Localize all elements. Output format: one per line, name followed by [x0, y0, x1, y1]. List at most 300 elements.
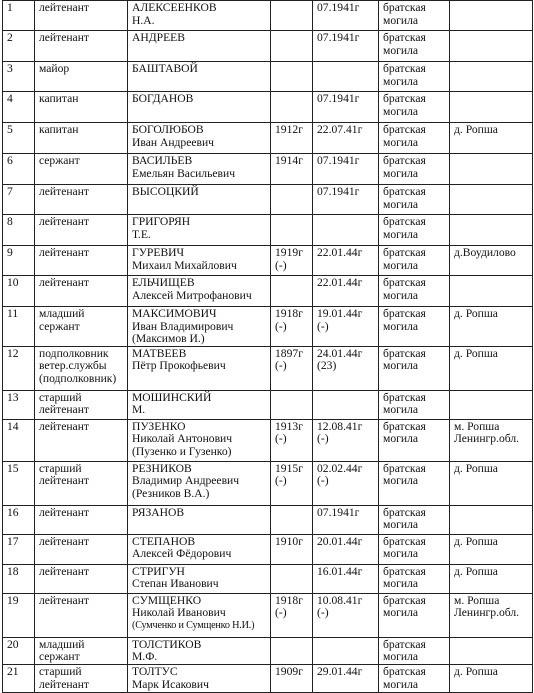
cell-burial-place-line: д. Ропша [454, 664, 498, 678]
cell-number: 11 [3, 307, 35, 347]
cell-burial-place-line: д.Воудилово [454, 246, 516, 259]
cell-burial-type [379, 419, 450, 461]
cell-burial-place-line: м. Ропша [454, 419, 500, 433]
cell-death-date [313, 390, 379, 419]
cell-number: 9 [3, 246, 35, 276]
cell-full-name [128, 637, 271, 664]
cell-full-name-line: (Максимов И.) [132, 332, 205, 346]
table-row [3, 62, 533, 92]
cell-burial-place [450, 246, 533, 276]
cell-burial-type [379, 637, 450, 664]
cell-burial-place-line: м. Ропша [454, 593, 500, 607]
cell-birth-year-line: 1909г [275, 664, 303, 678]
cell-death-date [313, 461, 379, 505]
cell-rank-line: лейтенант [39, 419, 89, 433]
cell-death-date-line: 22.01.44г [317, 276, 363, 289]
cell-birth-year [271, 637, 313, 664]
cell-burial-type-line: могила [383, 135, 419, 149]
cell-burial-type-line: могила [383, 650, 419, 664]
cell-birth-year-line: 1897г [275, 346, 303, 360]
cell-rank-line: капитан [39, 123, 79, 136]
cell-burial-type-line: могила [383, 258, 419, 272]
table-row [3, 390, 533, 419]
cell-number: 2 [3, 31, 35, 62]
table-row [3, 534, 533, 564]
cell-birth-year [271, 1, 313, 31]
cell-full-name-line: Степан Иванович [132, 577, 219, 591]
cell-burial-place-line: Ленингр.обл. [454, 432, 520, 446]
cell-burial-place [450, 62, 533, 92]
cell-birth-year-line: 1912г [275, 123, 303, 136]
cell-number: 17 [3, 534, 35, 564]
cell-number: 21 [3, 664, 35, 692]
cell-death-date [313, 123, 379, 154]
cell-death-date-line: 07.1941г [317, 1, 360, 14]
cell-burial-type [379, 593, 450, 637]
cell-number: 7 [3, 185, 35, 215]
cell-full-name-line: Николай Антонович [132, 432, 233, 446]
cell-burial-type-line: братская [383, 31, 426, 44]
cell-rank-line: старший [39, 664, 82, 678]
cell-birth-year-line: (-) [275, 606, 287, 620]
cell-burial-type-line: могила [383, 319, 419, 333]
table-row [3, 664, 533, 692]
cell-death-date [313, 564, 379, 593]
cell-rank [35, 390, 128, 419]
cell-birth-year [271, 419, 313, 461]
cell-rank [35, 534, 128, 564]
cell-rank-line: лейтенант [39, 474, 89, 488]
cell-full-name-line: (Сумченко и Сумщенко Н.И.) [132, 619, 255, 631]
cell-death-date-line: (-) [317, 606, 329, 620]
cell-full-name [128, 62, 271, 92]
cell-death-date-line: 20.01.44г [317, 534, 363, 548]
cell-burial-type [379, 31, 450, 62]
cell-birth-year [271, 346, 313, 390]
cell-full-name-line: ВЫСОЦКИЙ [132, 185, 199, 198]
cell-death-date [313, 307, 379, 347]
cell-burial-type-line: могила [383, 43, 419, 57]
cell-death-date-line: (-) [317, 319, 329, 333]
cell-burial-type [379, 307, 450, 347]
cell-burial-type [379, 62, 450, 92]
cell-death-date-line: 10.08.41г [317, 593, 363, 607]
cell-burial-type [379, 123, 450, 154]
table-row [3, 307, 533, 347]
cell-birth-year [271, 215, 313, 246]
cell-full-name-line: Пётр Прокофьевич [132, 359, 226, 373]
cell-death-date [313, 62, 379, 92]
cell-rank-line: капитан [39, 92, 79, 105]
cell-burial-type-line: братская [383, 505, 426, 519]
cell-full-name-line: БОГДАНОВ [132, 92, 194, 105]
cell-birth-year [271, 307, 313, 347]
cell-number: 19 [3, 593, 35, 637]
cell-rank [35, 461, 128, 505]
cell-burial-place [450, 664, 533, 692]
cell-burial-type-line: братская [383, 419, 426, 433]
cell-burial-type [379, 564, 450, 593]
cell-rank-line: сержант [39, 650, 80, 664]
cell-burial-place [450, 1, 533, 31]
table-row [3, 215, 533, 246]
table-row [3, 346, 533, 390]
cell-burial-type [379, 92, 450, 123]
cell-burial-place [450, 564, 533, 593]
cell-full-name-line: АНДРЕЕВ [132, 31, 185, 44]
cell-full-name-line: МАКСИМОВИЧ [132, 307, 217, 320]
cell-birth-year-line: (-) [275, 319, 287, 333]
cell-birth-year-line: 1910г [275, 534, 303, 548]
cell-burial-type-line: могила [383, 518, 419, 532]
cell-burial-place [450, 92, 533, 123]
cell-death-date-line: 07.1941г [317, 185, 360, 198]
cell-full-name [128, 461, 271, 505]
cell-full-name [128, 123, 271, 154]
cell-burial-type-line: братская [383, 461, 426, 475]
cell-rank-line: сержант [39, 154, 80, 167]
table-row [3, 505, 533, 534]
cell-burial-type-line: братская [383, 185, 426, 198]
cell-birth-year-line: 1918г [275, 307, 303, 320]
cell-number: 20 [3, 637, 35, 664]
cell-birth-year-line: (-) [275, 359, 287, 373]
cell-burial-place [450, 505, 533, 534]
table-row [3, 276, 533, 307]
table-row [3, 31, 533, 62]
cell-number: 10 [3, 276, 35, 307]
cell-burial-type-line: братская [383, 246, 426, 259]
cell-full-name [128, 276, 271, 307]
table-body [3, 1, 533, 693]
cell-burial-type-line: могила [383, 359, 419, 373]
cell-full-name [128, 564, 271, 593]
cell-burial-type-line: братская [383, 215, 426, 228]
cell-birth-year-line: 1915г [275, 461, 303, 475]
cell-death-date-line: 12.08.41г [317, 419, 363, 433]
cell-death-date [313, 185, 379, 215]
cell-burial-type-line: братская [383, 1, 426, 14]
cell-full-name-line: Н.А. [132, 13, 155, 27]
cell-rank [35, 637, 128, 664]
cell-rank-line: младший [39, 637, 85, 651]
cell-burial-type [379, 534, 450, 564]
cell-rank-line: подполковник [39, 346, 109, 360]
cell-number: 16 [3, 505, 35, 534]
cell-death-date [313, 92, 379, 123]
cell-burial-place-line: д. Ропша [454, 307, 498, 320]
cell-death-date [313, 637, 379, 664]
cell-full-name-line: Марк Исакович [132, 677, 209, 691]
cell-rank-line: лейтенант [39, 593, 89, 607]
cell-death-date-line: 24.01.44г [317, 346, 363, 360]
cell-burial-type-line: братская [383, 664, 426, 678]
cell-rank [35, 505, 128, 534]
cell-burial-type [379, 1, 450, 31]
cell-death-date-line: 07.1941г [317, 92, 360, 105]
cell-burial-type [379, 390, 450, 419]
cell-number: 14 [3, 419, 35, 461]
cell-birth-year [271, 390, 313, 419]
cell-burial-place-line: д. Ропша [454, 534, 498, 548]
cell-death-date [313, 154, 379, 185]
cell-rank [35, 346, 128, 390]
cell-burial-place [450, 123, 533, 154]
cell-burial-type-line: братская [383, 564, 426, 578]
cell-burial-place [450, 346, 533, 390]
cell-death-date [313, 276, 379, 307]
cell-burial-place [450, 637, 533, 664]
cell-birth-year-line: (-) [275, 474, 287, 488]
cell-full-name-line: АЛЕКСЕЕНКОВ [132, 1, 217, 14]
cell-birth-year [271, 31, 313, 62]
cell-burial-type-line: братская [383, 154, 426, 167]
cell-full-name-line: (Резников В.А.) [132, 486, 210, 500]
cell-number: 12 [3, 346, 35, 390]
cell-full-name [128, 154, 271, 185]
cell-full-name-line: Т.Е. [132, 227, 151, 241]
cell-full-name-line: РЯЗАНОВ [132, 505, 185, 519]
cell-birth-year-line: 1913г [275, 419, 303, 433]
cell-full-name-line: Иван Владимирович [132, 319, 234, 333]
cell-death-date [313, 246, 379, 276]
cell-number: 6 [3, 154, 35, 185]
table-row [3, 461, 533, 505]
cell-death-date [313, 419, 379, 461]
cell-number: 13 [3, 390, 35, 419]
cell-full-name [128, 92, 271, 123]
cell-number: 3 [3, 62, 35, 92]
cell-full-name [128, 593, 271, 637]
cell-rank-line: лейтенант [39, 534, 89, 548]
cell-full-name [128, 307, 271, 347]
cell-rank-line: старший [39, 461, 82, 475]
cell-burial-type-line: могила [383, 197, 419, 211]
cell-burial-place-line: Ленингр.обл. [454, 606, 520, 620]
cell-burial-type-line: могила [383, 13, 419, 27]
cell-rank [35, 215, 128, 246]
cell-full-name-line: ВАСИЛЬЕВ [132, 154, 193, 167]
cell-burial-type-line: могила [383, 104, 419, 118]
cell-burial-type-line: братская [383, 62, 426, 75]
cell-burial-type-line: братская [383, 307, 426, 320]
cell-burial-type-line: могила [383, 432, 419, 446]
burial-list-table [2, 0, 533, 693]
cell-death-date-line: 19.01.44г [317, 307, 363, 320]
cell-rank [35, 276, 128, 307]
cell-burial-type-line: братская [383, 92, 426, 105]
cell-rank-line: ветер.службы [39, 359, 107, 373]
cell-full-name-line: ГУРЕВИЧ [132, 246, 185, 259]
cell-birth-year [271, 534, 313, 564]
cell-number: 8 [3, 215, 35, 246]
cell-death-date-line: 02.02.44г [317, 461, 363, 475]
cell-full-name [128, 215, 271, 246]
cell-burial-type-line: могила [383, 606, 419, 620]
cell-rank [35, 123, 128, 154]
cell-rank-line: старший [39, 390, 82, 404]
cell-burial-type-line: братская [383, 593, 426, 607]
cell-rank [35, 185, 128, 215]
cell-full-name-line: ТОЛСТИКОВ [132, 637, 202, 651]
cell-number: 18 [3, 564, 35, 593]
cell-burial-place [450, 419, 533, 461]
cell-full-name [128, 390, 271, 419]
cell-burial-type [379, 154, 450, 185]
table-row [3, 1, 533, 31]
cell-burial-type-line: могила [383, 547, 419, 561]
cell-death-date-line: 07.1941г [317, 505, 360, 519]
cell-burial-type-line: могила [383, 166, 419, 180]
cell-full-name-line: Владимир Андреевич [132, 474, 240, 488]
cell-full-name-line: ЕЛЬЧИЩЕВ [132, 276, 195, 289]
table-row [3, 154, 533, 185]
cell-rank-line: лейтенант [39, 677, 89, 691]
cell-rank [35, 62, 128, 92]
table-row [3, 637, 533, 664]
table-row [3, 185, 533, 215]
cell-full-name-line: (Пузенко и Гузенко) [132, 444, 232, 458]
cell-birth-year-line: 1918г [275, 593, 303, 607]
cell-full-name [128, 534, 271, 564]
cell-full-name-line: МОШИНСКИЙ [132, 390, 212, 404]
cell-rank-line: лейтенант [39, 215, 89, 228]
cell-full-name-line: Николай Иванович [132, 606, 226, 620]
cell-full-name-line: МАТВЕЕВ [132, 346, 187, 360]
cell-burial-type-line: братская [383, 534, 426, 548]
cell-burial-type-line: могила [383, 677, 419, 691]
cell-birth-year [271, 461, 313, 505]
cell-death-date-line: (23) [317, 359, 337, 373]
cell-death-date [313, 664, 379, 692]
cell-full-name [128, 505, 271, 534]
cell-burial-place [450, 390, 533, 419]
cell-burial-place [450, 461, 533, 505]
cell-full-name-line: Алексей Фёдорович [132, 547, 232, 561]
cell-rank [35, 1, 128, 31]
cell-full-name-line: РЕЗНИКОВ [132, 461, 192, 475]
cell-full-name [128, 346, 271, 390]
table-row [3, 564, 533, 593]
cell-rank-line: лейтенант [39, 246, 89, 259]
cell-burial-place-line: д. Ропша [454, 123, 498, 136]
cell-rank-line: лейтенант [39, 403, 89, 417]
cell-burial-place [450, 215, 533, 246]
cell-birth-year [271, 62, 313, 92]
cell-burial-type [379, 276, 450, 307]
cell-death-date [313, 215, 379, 246]
cell-birth-year [271, 185, 313, 215]
cell-death-date-line: 22.01.44г [317, 246, 363, 259]
cell-death-date [313, 534, 379, 564]
cell-full-name-line: М.Ф. [132, 650, 158, 664]
cell-full-name-line: М. [132, 403, 146, 417]
cell-burial-type-line: могила [383, 288, 419, 302]
cell-burial-type [379, 185, 450, 215]
cell-birth-year [271, 564, 313, 593]
cell-death-date [313, 346, 379, 390]
cell-full-name [128, 419, 271, 461]
cell-burial-type-line: братская [383, 390, 426, 404]
cell-rank [35, 246, 128, 276]
cell-burial-type-line: могила [383, 577, 419, 591]
cell-burial-type [379, 246, 450, 276]
cell-burial-type [379, 215, 450, 246]
cell-birth-year [271, 505, 313, 534]
cell-death-date [313, 505, 379, 534]
cell-burial-place [450, 276, 533, 307]
cell-burial-place-line: д. Ропша [454, 346, 498, 360]
cell-full-name [128, 185, 271, 215]
table-row [3, 123, 533, 154]
cell-death-date-line: 29.01.44г [317, 664, 363, 678]
cell-burial-type [379, 505, 450, 534]
table-row [3, 246, 533, 276]
cell-burial-type [379, 461, 450, 505]
cell-full-name-line: Емельян Васильевич [132, 166, 236, 180]
cell-rank [35, 593, 128, 637]
cell-death-date [313, 593, 379, 637]
cell-full-name-line: СУМЩЕНКО [132, 593, 202, 607]
cell-birth-year [271, 246, 313, 276]
cell-death-date-line: (-) [317, 474, 329, 488]
table-row [3, 92, 533, 123]
cell-rank-line: майор [39, 62, 70, 75]
cell-death-date [313, 1, 379, 31]
cell-death-date-line: 07.1941г [317, 154, 360, 167]
cell-death-date-line: 16.01.44г [317, 564, 363, 578]
cell-full-name-line: СТЕПАНОВ [132, 534, 196, 548]
cell-birth-year [271, 664, 313, 692]
cell-death-date-line: 22.07.41г [317, 123, 363, 136]
cell-rank [35, 307, 128, 347]
cell-rank [35, 92, 128, 123]
cell-burial-type-line: братская [383, 123, 426, 136]
cell-burial-place-line: д. Ропша [454, 564, 498, 578]
cell-burial-place [450, 31, 533, 62]
cell-burial-type [379, 664, 450, 692]
cell-rank [35, 564, 128, 593]
table-row [3, 593, 533, 637]
cell-full-name-line: БАШТАВОЙ [132, 62, 198, 75]
cell-burial-place [450, 593, 533, 637]
cell-birth-year [271, 154, 313, 185]
cell-number: 15 [3, 461, 35, 505]
cell-full-name-line: ПУЗЕНКО [132, 419, 186, 433]
cell-burial-place [450, 534, 533, 564]
cell-burial-type-line: братская [383, 276, 426, 289]
cell-burial-type-line: могила [383, 227, 419, 241]
cell-number: 5 [3, 123, 35, 154]
cell-rank-line: лейтенант [39, 276, 89, 289]
cell-full-name-line: ГРИГОРЯН [132, 215, 191, 228]
cell-burial-place [450, 185, 533, 215]
cell-burial-type-line: могила [383, 403, 419, 417]
cell-burial-type-line: братская [383, 637, 426, 651]
cell-full-name-line: СТРИГУН [132, 564, 185, 578]
cell-rank-line: лейтенант [39, 564, 89, 578]
cell-rank-line: лейтенант [39, 31, 89, 44]
cell-birth-year [271, 123, 313, 154]
cell-rank [35, 664, 128, 692]
cell-burial-place [450, 154, 533, 185]
cell-full-name [128, 246, 271, 276]
table-row [3, 419, 533, 461]
cell-number: 1 [3, 1, 35, 31]
cell-burial-place-line: д. Ропша [454, 461, 498, 475]
cell-birth-year [271, 92, 313, 123]
cell-full-name-line: Иван Андреевич [132, 135, 215, 149]
